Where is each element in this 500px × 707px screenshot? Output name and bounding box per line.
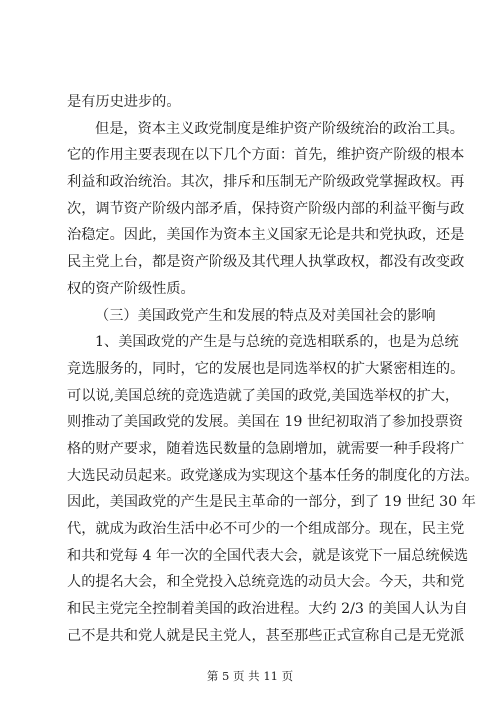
text-line: 人的提名大会，和全党投入总统竞选的动员大会。今天，共和党 [67,574,465,591]
text-line: 因此，美国政党的产生是民主革命的一部分，到了 19 世纪 30 年 [67,494,476,511]
text-line: 竞选服务的，同时，它的发展也是同选举权的扩大紧密相连的。 [67,360,465,377]
text-line: 次，调节资产阶级内部矛盾，保持资产阶级内部的利益平衡与政 [67,200,465,217]
text-line: 1、美国政党的产生是与总统的竞选相联系的，也是为总统 [95,334,459,351]
text-line: 和民主党完全控制着美国的政治进程。大约 2/3 的美国人认为自 [67,601,468,618]
text-line: 但是，资本主义政党制度是维护资产阶级统治的政治工具。 [95,120,464,137]
text-line: 代，就成为政治生活中必不可少的一个组成部分。现在，民主党 [67,521,465,537]
section-heading: （三）美国政党产生和发展的特点及对美国社会的影响 [95,307,436,324]
text-line: 己不是共和党人就是民主党人，甚至那些正式宣称自己是无党派 [67,627,465,644]
text-line: 是有历史进步的。 [67,94,181,110]
body-text [67,89,479,649]
text-line: 它的作用主要表现在以下几个方面：首先，维护资产阶级的根本 [67,147,465,164]
text-line: 利益和政治统治。其次，排斥和压制无产阶级政党掌握政权。再 [67,174,465,191]
text-line: 民主党上台，都是资产阶级及其代理人执掌政权，都没有改变政 [67,254,465,271]
text-line: 格的财产要求，随着选民数量的急剧增加，就需要一种手段将广 [67,440,465,457]
text-line: 可以说,美国总统的竞选造就了美国的政党,美国选举权的扩大， [67,387,460,404]
text-line: 大选民动员起来。政党遂成为实现这个基本任务的制度化的方法。 [67,467,479,484]
page-footer: 第 5 页 共 11 页 [206,669,294,683]
text-line: 和共和党每 4 年一次的全国代表大会，就是该党下一届总统候选 [67,547,469,564]
text-line: 治稳定。因此，美国作为资本主义国家无论是共和党执政，还是 [67,227,465,244]
text-line: 权的资产阶级性质。 [67,280,195,297]
text-line: 则推动了美国政党的发展。美国在 19 世纪初取消了参加投票资 [67,414,463,431]
